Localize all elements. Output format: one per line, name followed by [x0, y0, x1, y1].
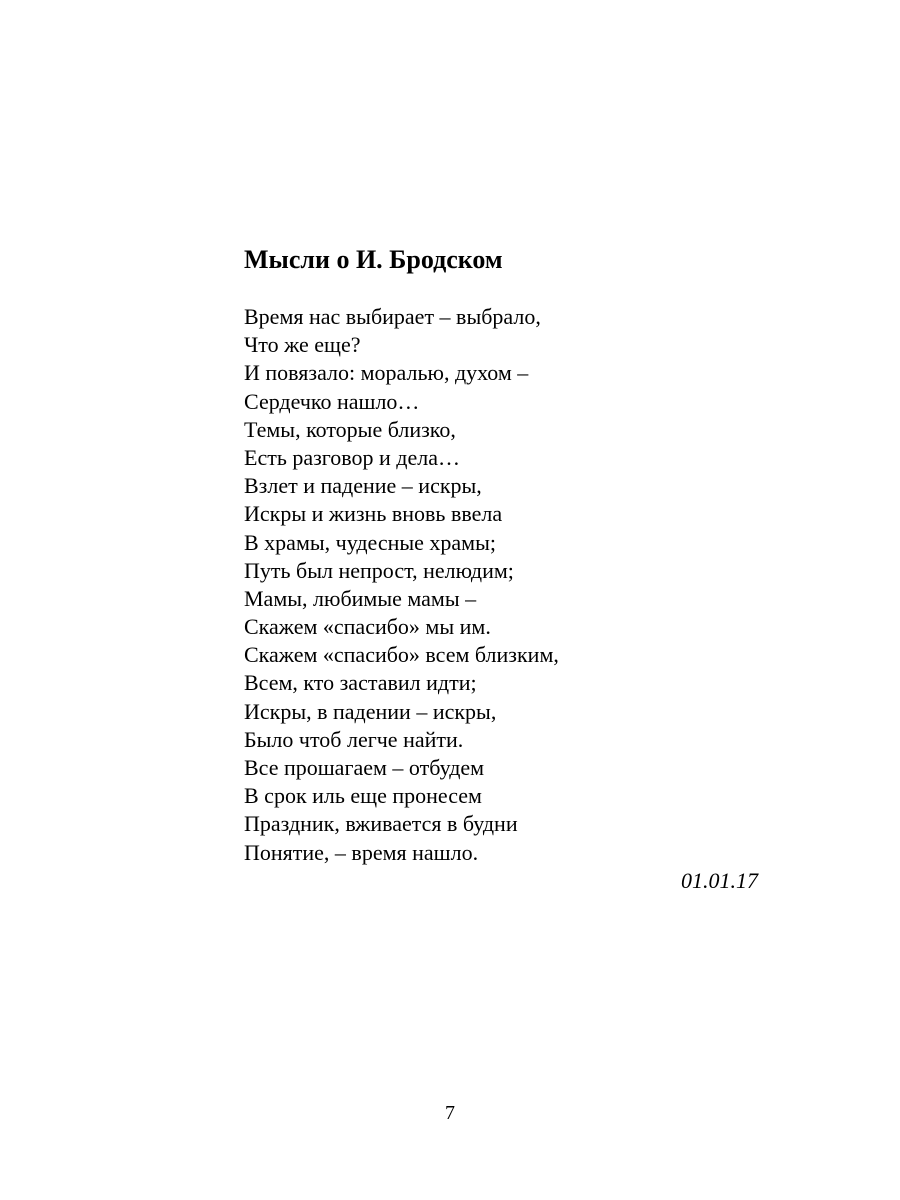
poem-line: Скажем «спасибо» всем близким, [244, 642, 559, 668]
poem-line: В храмы, чудесные храмы; [244, 529, 496, 555]
poem-body [244, 303, 559, 867]
poem-line: Всем, кто заставил идти; [244, 670, 477, 696]
poem-line: Мамы, любимые мамы – [244, 585, 477, 611]
poem-line: Время нас выбирает – выбрало, [244, 304, 541, 329]
poem-line: Понятие, – время нашло. [244, 839, 479, 865]
poem-line: Есть разговор и дела… [244, 444, 460, 470]
poem-line: Праздник, вживается в будни [244, 811, 518, 837]
poem-line: В срок иль еще пронесем [244, 783, 482, 809]
poem-line: Взлет и падение – искры, [244, 473, 482, 499]
page-number: 7 [445, 1102, 455, 1124]
poem-line: Все прошагаем – отбудем [244, 755, 485, 780]
poem-line: Путь был непрост, нелюдим; [244, 557, 514, 583]
poem-line: Искры, в падении – искры, [244, 698, 497, 724]
poem-line: Что же еще? [244, 332, 361, 358]
poem-line: Сердечко нашло… [244, 388, 420, 414]
poem-line: И повязало: моралью, духом – [244, 360, 529, 386]
poem-line: Скажем «спасибо» мы им. [244, 614, 491, 640]
poem-line: Темы, которые близко, [244, 416, 456, 442]
poem-title: Мысли о И. Бродском [244, 245, 503, 274]
poem-date: 01.01.17 [681, 868, 758, 893]
poem-line: Было чтоб легче найти. [244, 726, 464, 752]
poem-line: Искры и жизнь вновь ввела [244, 501, 503, 527]
